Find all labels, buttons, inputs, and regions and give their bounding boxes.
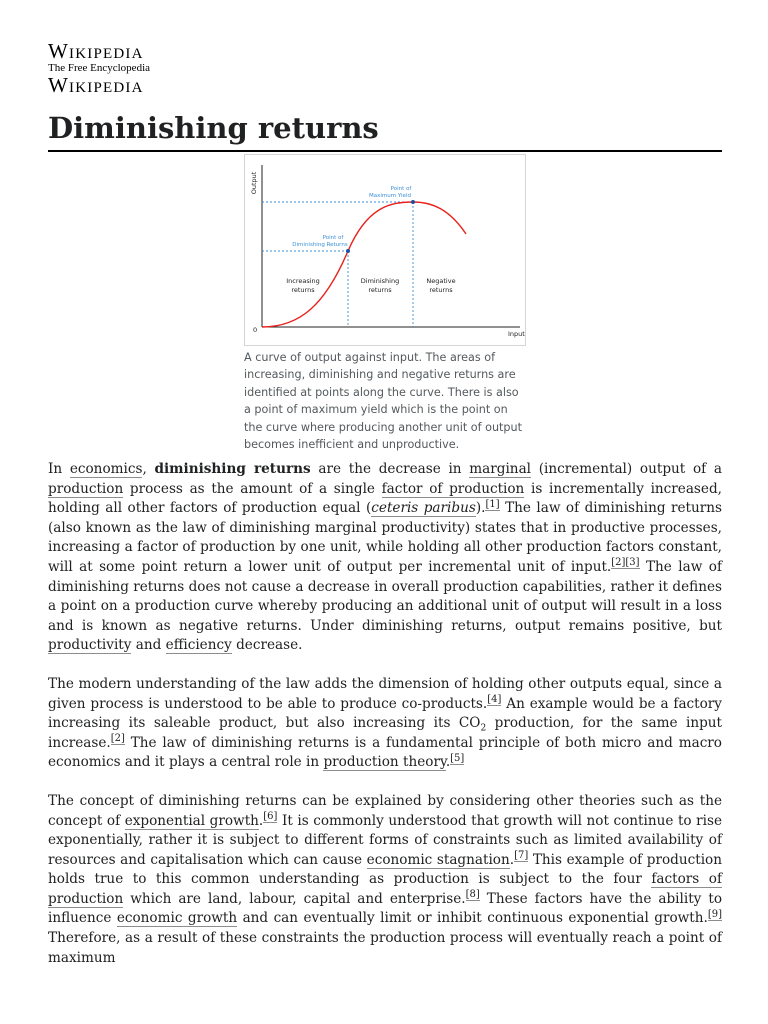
link-marginal[interactable]: marginal — [469, 461, 532, 477]
origin-label: 0 — [253, 326, 258, 334]
link-factors-of-production[interactable]: factors of production — [48, 871, 722, 907]
link-factor-of-production[interactable]: factor of production — [381, 480, 525, 497]
dim-returns-point — [346, 249, 350, 253]
max-yield-point — [411, 200, 415, 204]
text: The modern understanding of the law adds the dimension of holding other outputs equal, since a given process is understood to be able to produce co-products. — [48, 675, 722, 712]
max-yield-label-line1: Point of — [390, 186, 412, 192]
max-yield-label-line2: Maximum Yield — [369, 193, 411, 199]
page-title: Diminishing returns — [48, 111, 379, 145]
dim-returns-label-line1: Point of — [322, 235, 344, 241]
reference-7[interactable]: [7] — [514, 850, 529, 862]
reference-9[interactable]: [9] — [707, 908, 722, 920]
text: . — [258, 812, 264, 829]
text: An example would be a factory increasing its saleable product, but also increasing its CO — [48, 695, 722, 732]
logo-tagline: The Free Encyclopedia — [48, 62, 151, 74]
figure — [244, 154, 526, 453]
text: Therefore, as a result of these constraints the production process will eventually reach a point of maximum — [48, 930, 722, 966]
text: process as the amount of a single — [123, 480, 382, 497]
text: which are land, labour, capital and enterprise. — [123, 890, 466, 907]
title-divider — [48, 150, 722, 152]
link-economics[interactable]: economics — [69, 461, 143, 477]
region-increasing-line1: Increasing — [286, 277, 320, 285]
reference-1[interactable]: [1] — [485, 498, 500, 510]
region-negative-line1: Negative — [426, 277, 456, 285]
text: production, for the same input increase. — [48, 715, 722, 751]
text: The law of diminishing returns (also known as the law of diminishing marginal productivity) states that in productive processes, increasing a factor of production by one unit, while holding all other production factors constant, will at some point return a lower unit of output per incremental unit of input. — [48, 500, 722, 575]
region-diminishing-line1: Diminishing — [360, 277, 400, 285]
link-production[interactable]: production — [48, 480, 124, 497]
reference-2[interactable]: [2] — [110, 733, 125, 745]
link-economic-growth[interactable]: economic growth — [116, 910, 238, 927]
region-increasing-line2: returns — [291, 286, 315, 294]
x-axis-label: Input — [508, 330, 525, 338]
text: In — [48, 461, 70, 477]
figure-caption: A curve of output against input. The areas of increasing, diminishing and negative returns are identified at points along the curve. There is also a point of maximum yield which is the point on the curve where producing another unit of output becomes inefficient and unproductive. — [244, 351, 523, 452]
reference-2[interactable]: [2] — [611, 557, 626, 569]
text: , — [142, 461, 155, 477]
figure-image-frame[interactable] — [244, 154, 526, 346]
diminishing-returns-diagram — [245, 155, 525, 345]
region-negative-line2: returns — [429, 286, 453, 294]
text: . — [445, 754, 451, 771]
paragraph-3 — [48, 792, 722, 968]
text: The concept of diminishing returns can be explained by considering other theories such as the concept of — [48, 792, 722, 829]
region-diminishing-line2: returns — [368, 286, 392, 294]
bold-term: diminishing returns — [154, 461, 311, 477]
text: It is commonly understood that growth will not continue to rise exponentially, rather it is subject to different forms of constraints such as limited availability of resources and capitalisation which can cause — [48, 812, 723, 868]
dim-returns-label-line2: Diminishing Returns — [292, 242, 348, 248]
text: ). — [475, 500, 486, 517]
link-productivity[interactable]: productivity — [48, 637, 132, 654]
text: and can eventually limit or inhibit continuous exponential growth. — [237, 910, 708, 927]
link-production-theory[interactable]: production theory — [323, 754, 446, 771]
logo-wordmark-secondary: Wikipedia — [48, 73, 144, 97]
subscript: 2 — [480, 723, 487, 734]
text: are the decrease in — [310, 461, 470, 477]
output-curve — [262, 202, 466, 327]
text: . — [509, 851, 515, 868]
paragraph-2 — [48, 675, 722, 773]
link-economic-stagnation[interactable]: economic stagnation — [366, 851, 510, 868]
text: (incremental) output of a — [531, 461, 722, 477]
link-efficiency[interactable]: efficiency — [165, 637, 232, 654]
y-axis-label: Output — [250, 171, 258, 195]
text: is incrementally increased, holding all other factors of production equal ( — [48, 480, 722, 517]
reference-6[interactable]: [6] — [263, 810, 278, 822]
reference-8[interactable]: [8] — [465, 889, 480, 901]
text: decrease. — [231, 637, 303, 654]
text: and — [131, 637, 166, 654]
wikipedia-logo[interactable] — [48, 40, 150, 95]
text: This example of production holds true to this common understanding as production is subject to the four — [48, 851, 722, 888]
reference-5[interactable]: [5] — [450, 752, 465, 764]
paragraph-1 — [48, 460, 722, 656]
reference-3[interactable]: [3] — [625, 557, 640, 569]
reference-4[interactable]: [4] — [487, 694, 502, 705]
text: The law of diminishing returns does not cause a decrease in overall production capabilities, rather it defines a point on a production curve whereby producing an additional unit of output will result in a loss and is known as negative returns. Under diminishing returns, output remains positive, but — [48, 558, 722, 634]
text: These factors have the ability to influence — [48, 890, 723, 927]
text: The law of diminishing returns is a fundamental principle of both micro and macro economics and it plays a central role in — [48, 734, 722, 771]
article-body — [48, 460, 722, 987]
link-exponential-growth[interactable]: exponential growth — [124, 812, 259, 829]
logo-wordmark: Wikipedia — [48, 39, 144, 63]
link-ceteris-paribus[interactable]: ceteris paribus — [371, 500, 476, 517]
